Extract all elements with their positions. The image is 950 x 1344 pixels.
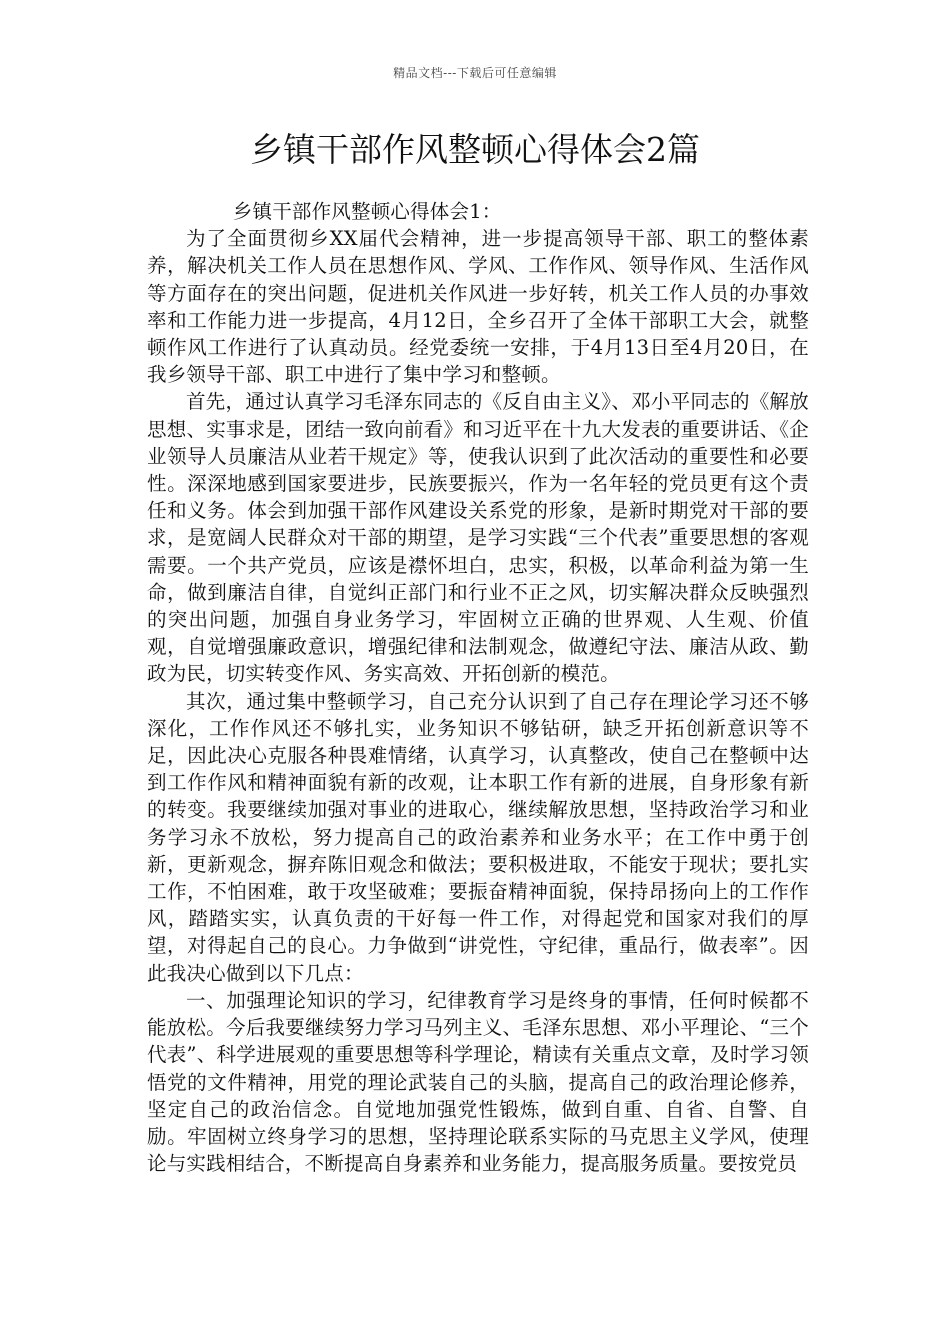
body-paragraph: 首先，通过认真学习毛泽东同志的《反自由主义》、邓小平同志的《解放思想、实事求是，团结一致向前看》和习近平在十九大发表的重要讲话、《企业领导人员廉洁从业若干规定》等，使我认识到了此次活动的重要性和必要性。深深地感到国家要进步，民族要振兴，作为一名年轻的党员更有这个责任和义务。体会到加强干部作风建设关系党的形象，是新时期党对干部的要求，是宽阔人民群众对干部的期望，是学习实践“三个代表”重要思想的客观需要。一个共产党员，应该是襟怀坦白，忠实，积极，以革命利益为第一生命，做到廉洁自律，自觉纠正部门和行业不正之风，切实解决群众反映强烈的突出问题，加强自身业务学习，牢固树立正确的世界观、人生观、价值观，自觉增强廉政意识，增强纪律和法制观念，做遵纪守法、廉洁从政、勤政为民，切实转变作风、务实高效、开拓创新的模范。 <box>147 390 809 686</box>
body-paragraph: 其次，通过集中整顿学习，自己充分认识到了自己存在理论学习还不够深化，工作作风还不够扎实，业务知识不够钻研，缺乏开拓创新意识等不足，因此决心克服各种畏难情绪，认真学习，认真整改，使自己在整顿中达到工作作风和精神面貌有新的改观，让本职工作有新的进展，自身形象有新的转变。我要继续加强对事业的进取心，继续解放思想，坚持政治学习和业务学习永不放松，努力提高自己的政治素养和业务水平；在工作中勇于创新，更新观念，摒弃陈旧观念和做法；要积极进取，不能安于现状；要扎实工作，不怕困难，敢于攻坚破难；要振奋精神面貌，保持昂扬向上的工作作风，踏踏实实，认真负责的干好每一件工作，对得起党和国家对我们的厚望，对得起自己的良心。力争做到“讲党性，守纪律，重品行，做表率”。因此我决心做到以下几点： <box>147 689 809 985</box>
body-paragraph: 一、加强理论知识的学习，纪律教育学习是终身的事情，任何时候都不能放松。今后我要继续努力学习马列主义、毛泽东思想、邓小平理论、“三个代表”、科学进展观的重要思想等科学理论，精读有关重点文章，及时学习领悟党的文件精神，用党的理论武装自己的头脑，提高自己的政治理论修养，坚定自己的政治信念。自觉地加强党性锻炼，做到自重、自省、自警、自励。牢固树立终身学习的思想，坚持理论联系实际的马克思主义学风，使理论与实践相结合，不断提高自身素养和业务能力，提高服务质量。要按党员 <box>147 988 809 1176</box>
header-watermark: 精品文档---下载后可任意编辑 <box>393 66 557 80</box>
section-subheading: 乡镇干部作风整顿心得体会1： <box>232 200 502 223</box>
document-body <box>147 198 809 1177</box>
body-paragraph: 为了全面贯彻乡XX届代会精神，进一步提高领导干部、职工的整体素养，解决机关工作人员在思想作风、学风、工作作风、领导作风、生活作风等方面存在的突出问题，促进机关作风进一步好转，机关工作人员的办事效率和工作能力进一步提高，4月12日，全乡召开了全体干部职工大会，就整顿作风工作进行了认真动员。经党委统一安排，于4月13日至4月20日，在我乡领导干部、职工中进行了集中学习和整顿。 <box>147 227 809 387</box>
document-title: 乡镇干部作风整顿心得体会2篇 <box>250 130 700 169</box>
